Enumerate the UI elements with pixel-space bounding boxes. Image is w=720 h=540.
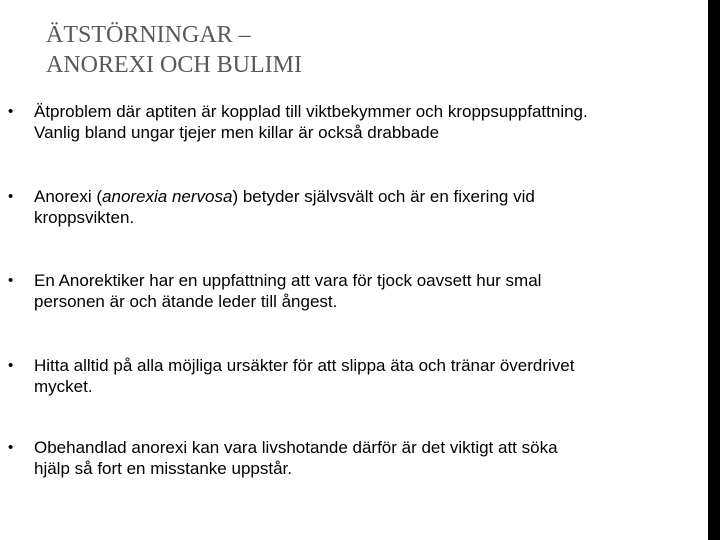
- bullet-marker: •: [8, 188, 14, 205]
- bullet-line: personen är och ätande leder till ångest.: [34, 292, 338, 311]
- bullet-line: En Anorektiker har en uppfattning att vara för tjock oavsett hur smal: [34, 271, 542, 290]
- bullet-marker: •: [8, 272, 14, 289]
- bullet-line: hjälp så fort en misstanke uppstår.: [34, 459, 292, 478]
- bullet-text: [34, 437, 714, 479]
- bullet-marker: •: [8, 103, 14, 120]
- bullet-text-segment: Anorexi (: [34, 187, 103, 206]
- bullet-line: Ätproblem där aptiten är kopplad till viktbekymmer och kroppsuppfattning.: [34, 102, 588, 121]
- bullet-marker: •: [8, 439, 14, 456]
- bullet-line: Obehandlad anorexi kan vara livshotande därför är det viktigt att söka: [34, 438, 558, 457]
- bullet-italic-term: anorexia nervosa: [102, 187, 233, 206]
- bullet-marker: •: [8, 357, 14, 374]
- bullet-text: [34, 355, 714, 397]
- bullet-line: mycket.: [34, 377, 93, 396]
- bullet-line: Vanlig bland ungar tjejer men killar är också drabbade: [34, 123, 440, 142]
- accent-bar: [708, 0, 720, 540]
- bullet-line: kroppsvikten.: [34, 208, 135, 227]
- bullet-line: Hitta alltid på alla möjliga ursäkter för att slippa äta och tränar överdrivet: [34, 356, 575, 375]
- bullet-line: [34, 186, 714, 207]
- bullet-text: [34, 101, 714, 143]
- bullet-text-segment: ) betyder självsvält och är en fixering vid: [232, 187, 535, 206]
- bullet-text: [34, 270, 714, 312]
- slide-title-line-1: ÄTSTÖRNINGAR –: [46, 22, 251, 48]
- bullet-text: [34, 186, 714, 228]
- slide-title-line-2: ANOREXI OCH BULIMI: [46, 52, 302, 78]
